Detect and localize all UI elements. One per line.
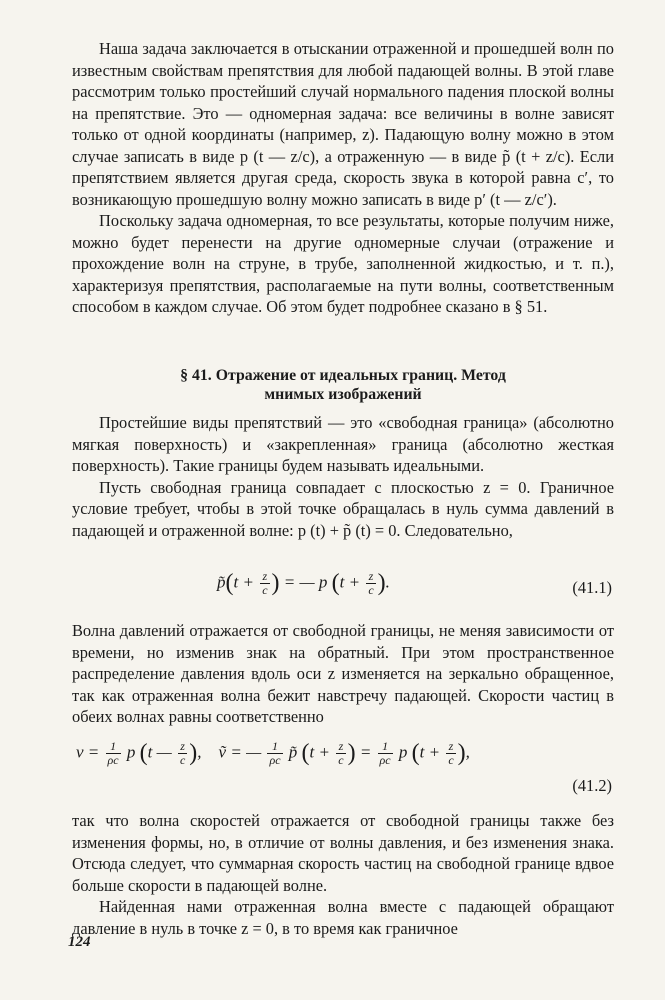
- text-block-lower: [72, 620, 614, 728]
- paragraph-2: Поскольку задача одномерная, то все результаты, которые получим ниже, можно будет перенести на другие одномерные случаи (отражение и прохождение волн на струне, в трубе, заполненной жидкостью, и т. п.), характеризуя препятствия, располагаемые на пути волны, соответственным способом в каждом случае. Об этом будет подробнее сказано в § 51.: [72, 211, 614, 316]
- equation-41-2: [72, 740, 614, 804]
- paragraph-4: Пусть свободная граница совпадает с плоскостью z = 0. Граничное условие требует, чтобы в этой точке обращалась в нуль сумма давлений в падающей и отраженной волне: p (t) + p̃ (t) = 0. Следовательно,: [72, 477, 614, 540]
- paragraph-3: Простейшие виды препятствий — это «свободная граница» (абсолютно мягкая поверхность) и «закрепленная» граница (абсолютно жесткая поверхность). Такие границы будем называть идеальными.: [72, 413, 614, 475]
- paragraph-5: Волна давлений отражается от свободной границы, не меняя зависимости от времени, но изменив знак на обратный. При этом пространственное распределение давления вдоль оси z изменяется на зеркально обращенное, так как отраженная волна бежит навстречу падающей. Скорости частиц в обеих волнах равны соответственно: [72, 621, 614, 726]
- equation-41-1-number: (41.1): [572, 578, 612, 597]
- paragraph-6: так что волна скоростей отражается от свободной границы также без изменения формы, но, в отличие от волны давления, и без изменения знака. Отсюда следует, что суммарная скорость частиц на свободной границе вдвое больше скорости в падающей волне.: [72, 811, 614, 895]
- equation-41-2-number: (41.2): [572, 776, 612, 795]
- paragraph-1: Наша задача заключается в отыскании отраженной и прошедшей волн по известным свойствам препятствия для любой падающей волны. В этой главе рассмотрим только простейший случай нормального падения плоской волны на препятствие. Это — одномерная задача: все величины в волне зависят только от одной координаты (например, z). Падающую волну можно в этом случае записать в виде p (t — z/c), а отраженную — в виде p̃ (t + z/c). Если препятствием является другая среда, скорость звука в которой равна c′, то возникающую прошедшую волну можно записать в виде p′ (t — z/c′).: [72, 39, 614, 209]
- section-heading-line-1: § 41. Отражение от идеальных границ. Метод: [180, 367, 506, 384]
- equation-41-1-formula: p̃(t + $\frac{z}{c}$ ) = — p (t + $\frac{z}{c}$ ).: [217, 569, 390, 597]
- equation-41-1: [72, 570, 614, 610]
- paragraph-7: Найденная нами отраженная волна вместе с падающей обращают давление в нуль в точке z = 0, в то время как граничное: [72, 897, 614, 938]
- page-number: 124: [68, 934, 91, 950]
- equation-41-2-formula: v = $\frac{1}{\rho c}$ p (t — $\frac{z}{c}$ ), ṽ = — $\frac{1}{\rho c}$ p̃ (t + $\frac{z}{c}$ ) = $\frac{1}{\rho c}$ p (t + $\frac{z}{c}$ ),: [76, 739, 470, 767]
- section-heading-line-2: мнимых изображений: [264, 386, 422, 403]
- section-heading: [72, 366, 614, 404]
- text-block-top: [72, 38, 614, 318]
- text-block-bottom: [72, 810, 614, 939]
- text-block-middle: [72, 412, 614, 541]
